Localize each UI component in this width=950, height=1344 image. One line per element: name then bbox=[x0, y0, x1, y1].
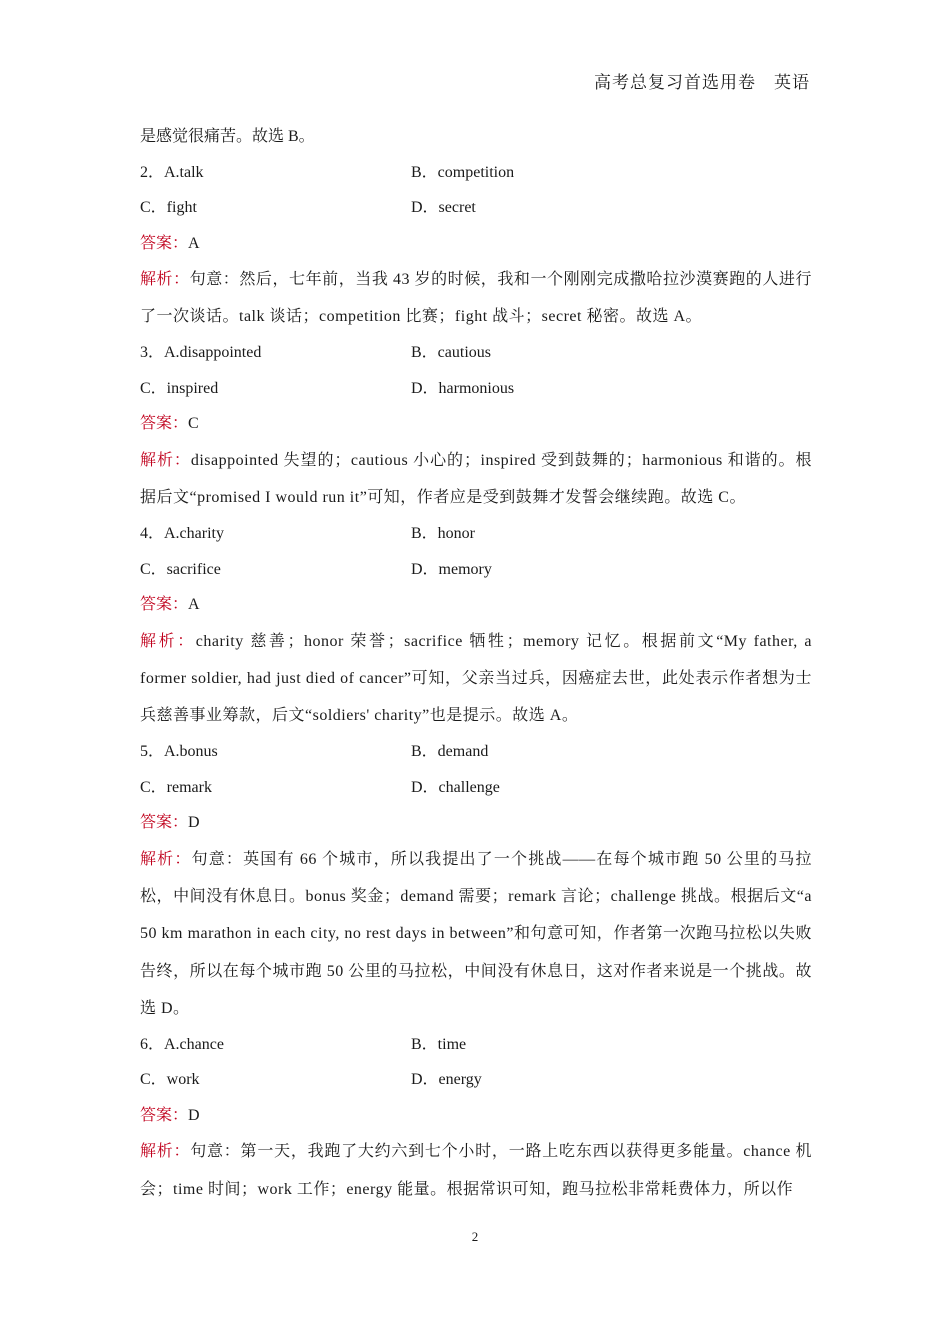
analysis-text: charity 慈善；honor 荣誉；sacrifice 牺牲；memory 记忆。根据前文“My father, a former soldier, had just died of cancer”可知，父亲当过兵，因癌症去世，此处表示作者想为士兵慈善事业筹款，后文“soldiers' charity”也是提示。故选 A。 bbox=[140, 632, 812, 725]
options-row bbox=[140, 552, 812, 588]
page-content bbox=[140, 119, 812, 1208]
answer-label: 答案： bbox=[140, 814, 189, 832]
option-c: C．sacrifice bbox=[140, 560, 221, 578]
answer-line bbox=[140, 226, 812, 262]
option-b: B．honor bbox=[411, 525, 476, 543]
option-c: C．work bbox=[140, 1071, 200, 1089]
options-row bbox=[140, 734, 812, 770]
analysis-label: 解析： bbox=[140, 271, 190, 288]
analysis-label: 解析： bbox=[140, 451, 191, 469]
answer-line bbox=[140, 587, 812, 623]
question-block-5 bbox=[140, 734, 812, 1027]
options-row bbox=[140, 1062, 812, 1098]
page-header: 高考总复习首选用卷 英语 bbox=[594, 73, 810, 92]
intro-text: 是感觉很痛苦。故选 B。 bbox=[140, 128, 315, 145]
question-block-6 bbox=[140, 1027, 812, 1208]
answer-label: 答案： bbox=[140, 415, 189, 433]
options-row bbox=[140, 335, 812, 371]
answer-value: D bbox=[188, 1106, 200, 1124]
analysis-label: 解析： bbox=[140, 1143, 191, 1161]
options-row bbox=[140, 371, 812, 407]
answer-value: C bbox=[188, 415, 199, 433]
options-row bbox=[140, 1027, 812, 1063]
question-block-3 bbox=[140, 335, 812, 516]
options-row bbox=[140, 770, 812, 806]
option-a: 5．A.bonus bbox=[140, 743, 218, 761]
analysis-paragraph bbox=[140, 1133, 812, 1207]
question-block-4 bbox=[140, 516, 812, 734]
options-row bbox=[140, 516, 812, 552]
page-number: 2 bbox=[471, 1229, 479, 1244]
answer-value: A bbox=[188, 596, 200, 614]
option-c: C．fight bbox=[140, 199, 197, 216]
option-a: 6．A.chance bbox=[140, 1035, 224, 1053]
analysis-label: 解析： bbox=[140, 632, 196, 650]
analysis-text: 句意：第一天，我跑了大约六到七个小时，一路上吃东西以获得更多能量。chance 机会；time 时间；work 工作；energy 能量。根据常识可知，跑马拉松非常耗费体力，所以作 bbox=[140, 1143, 812, 1198]
question-block-2 bbox=[140, 155, 812, 336]
option-b: B．cautious bbox=[411, 344, 491, 362]
answer-line bbox=[140, 805, 812, 841]
option-c: C．remark bbox=[140, 778, 212, 796]
answer-value: A bbox=[188, 234, 200, 252]
analysis-text: 句意：然后，七年前，当我 43 岁的时候，我和一个刚刚完成撒哈拉沙漠赛跑的人进行了一次谈话。talk 谈话；competition 比赛；fight 战斗；secret 秘密。故选 A。 bbox=[140, 271, 812, 326]
analysis-text: 句意：英国有 66 个城市，所以我提出了一个挑战——在每个城市跑 50 公里的马拉松，中间没有休息日。bonus 奖金；demand 需要；remark 言论；challenge 挑战。根据后文“a 50 km marathon in each city, no rest days in between”和句意可知，作者第一次跑马拉松以失败告终，所以在每个城市跑 50 公里的马拉松，中间没有休息日，这对作者来说是一个挑战。故选 D。 bbox=[140, 850, 812, 1017]
option-a: 4．A.charity bbox=[140, 525, 224, 543]
option-b: B．competition bbox=[411, 163, 515, 181]
option-a: 3．A.disappointed bbox=[140, 344, 262, 362]
analysis-paragraph bbox=[140, 841, 812, 1027]
option-a: 2．A.talk bbox=[140, 163, 204, 181]
answer-line bbox=[140, 406, 812, 442]
analysis-text: disappointed 失望的；cautious 小心的；inspired 受到鼓舞的；harmonious 和谐的。根据后文“promised I would run it”可知，作者应是受到鼓舞才发誓会继续跑。故选 C。 bbox=[140, 451, 812, 507]
answer-value: D bbox=[188, 814, 200, 832]
option-d: D．energy bbox=[411, 1071, 482, 1089]
answer-line bbox=[140, 1098, 812, 1134]
options-row bbox=[140, 155, 812, 191]
option-b: B．time bbox=[411, 1035, 467, 1053]
answer-label: 答案： bbox=[140, 234, 189, 252]
option-d: D．harmonious bbox=[411, 379, 515, 397]
options-row bbox=[140, 190, 812, 226]
option-d: D．memory bbox=[411, 560, 492, 578]
option-c: C．inspired bbox=[140, 379, 219, 397]
analysis-paragraph bbox=[140, 623, 812, 735]
answer-label: 答案： bbox=[140, 596, 189, 614]
option-d: D．secret bbox=[411, 199, 476, 216]
analysis-paragraph bbox=[140, 442, 812, 516]
option-b: B．demand bbox=[411, 743, 489, 761]
analysis-paragraph bbox=[140, 261, 812, 335]
option-d: D．challenge bbox=[411, 778, 500, 796]
answer-label: 答案： bbox=[140, 1106, 189, 1124]
analysis-label: 解析： bbox=[140, 850, 192, 868]
